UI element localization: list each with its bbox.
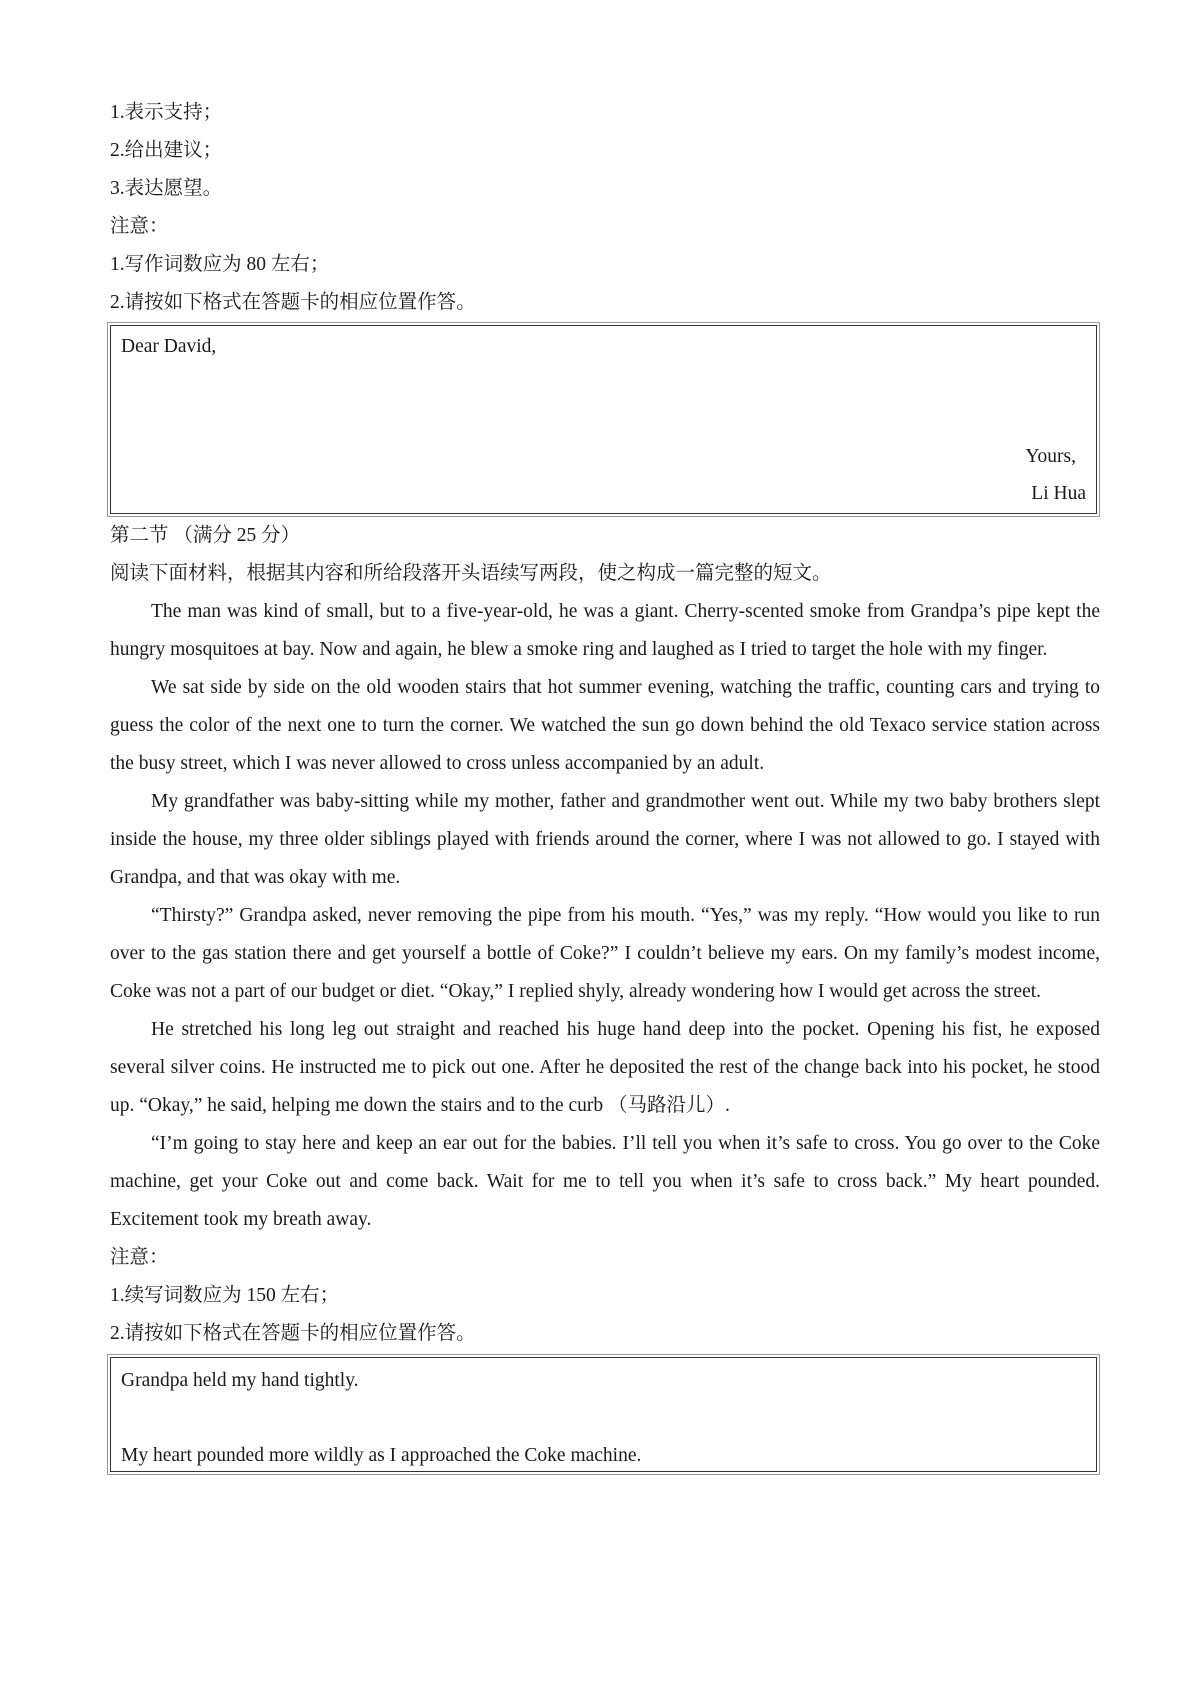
section-instruction: 阅读下面材料，根据其内容和所给段落开头语续写两段，使之构成一篇完整的短文。 [110,563,832,584]
note-word-count-2: 1.续写词数应为 150 左右； [110,1285,340,1306]
letter-signature: Li Hua [1031,483,1086,504]
story-paragraph: My grandfather was baby-sitting while my mother, father and grandmother went out. While my two baby brothers slept inside the house, my three older siblings played with friends around the corner, where I was not allowed to go. I stayed with Grandpa, and that was okay with me. [110,791,1100,888]
letter-greeting: Dear David, [121,336,217,357]
letter-answer-box [110,325,1097,514]
page-content [110,94,1100,1472]
story-paragraph: He stretched his long leg out straight and reached his huge hand deep into the pocket. Opening his fist, he exposed several silver coins. He instructed me to pick out one. After he deposited the rest of the change back into his pocket, he stood up. “Okay,” he said, helping me down the stairs and to the curb （马路沿儿）. [110,1019,1100,1116]
story-paragraph: “I’m going to stay here and keep an ear out for the babies. I’ll tell you when it’s safe to cross. You go over to the Coke machine, get your Coke out and come back. Wait for me to tell you when it’s safe to cross back.” My heart pounded. Excitement took my breath away. [110,1133,1100,1230]
section-title: 第二节 （满分 25 分） [110,525,301,546]
writing-point-2: 2.给出建议； [110,140,223,161]
note-word-count: 1.写作词数应为 80 左右； [110,254,330,275]
notice-label-2: 注意： [110,1247,169,1268]
writing-point-1: 1.表示支持； [110,102,223,123]
story-paragraph: We sat side by side on the old wooden stairs that hot summer evening, watching the traffic, counting cars and trying to guess the color of the next one to turn the corner. We watched the sun go down behind the old Texaco service station across the busy street, which I was never allowed to cross unless accompanied by an adult. [110,677,1100,774]
notice-label: 注意： [110,216,169,237]
story-paragraph: “Thirsty?” Grandpa asked, never removing the pipe from his mouth. “Yes,” was my reply. “How would you like to run over to the gas station there and get yourself a bottle of Coke?” I couldn’t believe my ears. On my family’s modest income, Coke was not a part of our budget or diet. “Okay,” I replied shyly, already wondering how I would get across the street. [110,905,1100,1002]
note-format: 2.请按如下格式在答题卡的相应位置作答。 [110,292,476,313]
continuation-opening-1: Grandpa held my hand tightly. [121,1370,359,1391]
story-paragraph: The man was kind of small, but to a five-year-old, he was a giant. Cherry-scented smoke from Grandpa’s pipe kept the hungry mosquitoes at bay. Now and again, he blew a smoke ring and laughed as I tried to target the hole with my finger. [110,601,1100,660]
continuation-answer-box [110,1357,1097,1472]
note-format-2: 2.请按如下格式在答题卡的相应位置作答。 [110,1323,476,1344]
letter-closing: Yours, [1025,446,1076,467]
continuation-opening-2: My heart pounded more wildly as I approached the Coke machine. [121,1445,642,1466]
writing-point-3: 3.表达愿望。 [110,178,223,199]
